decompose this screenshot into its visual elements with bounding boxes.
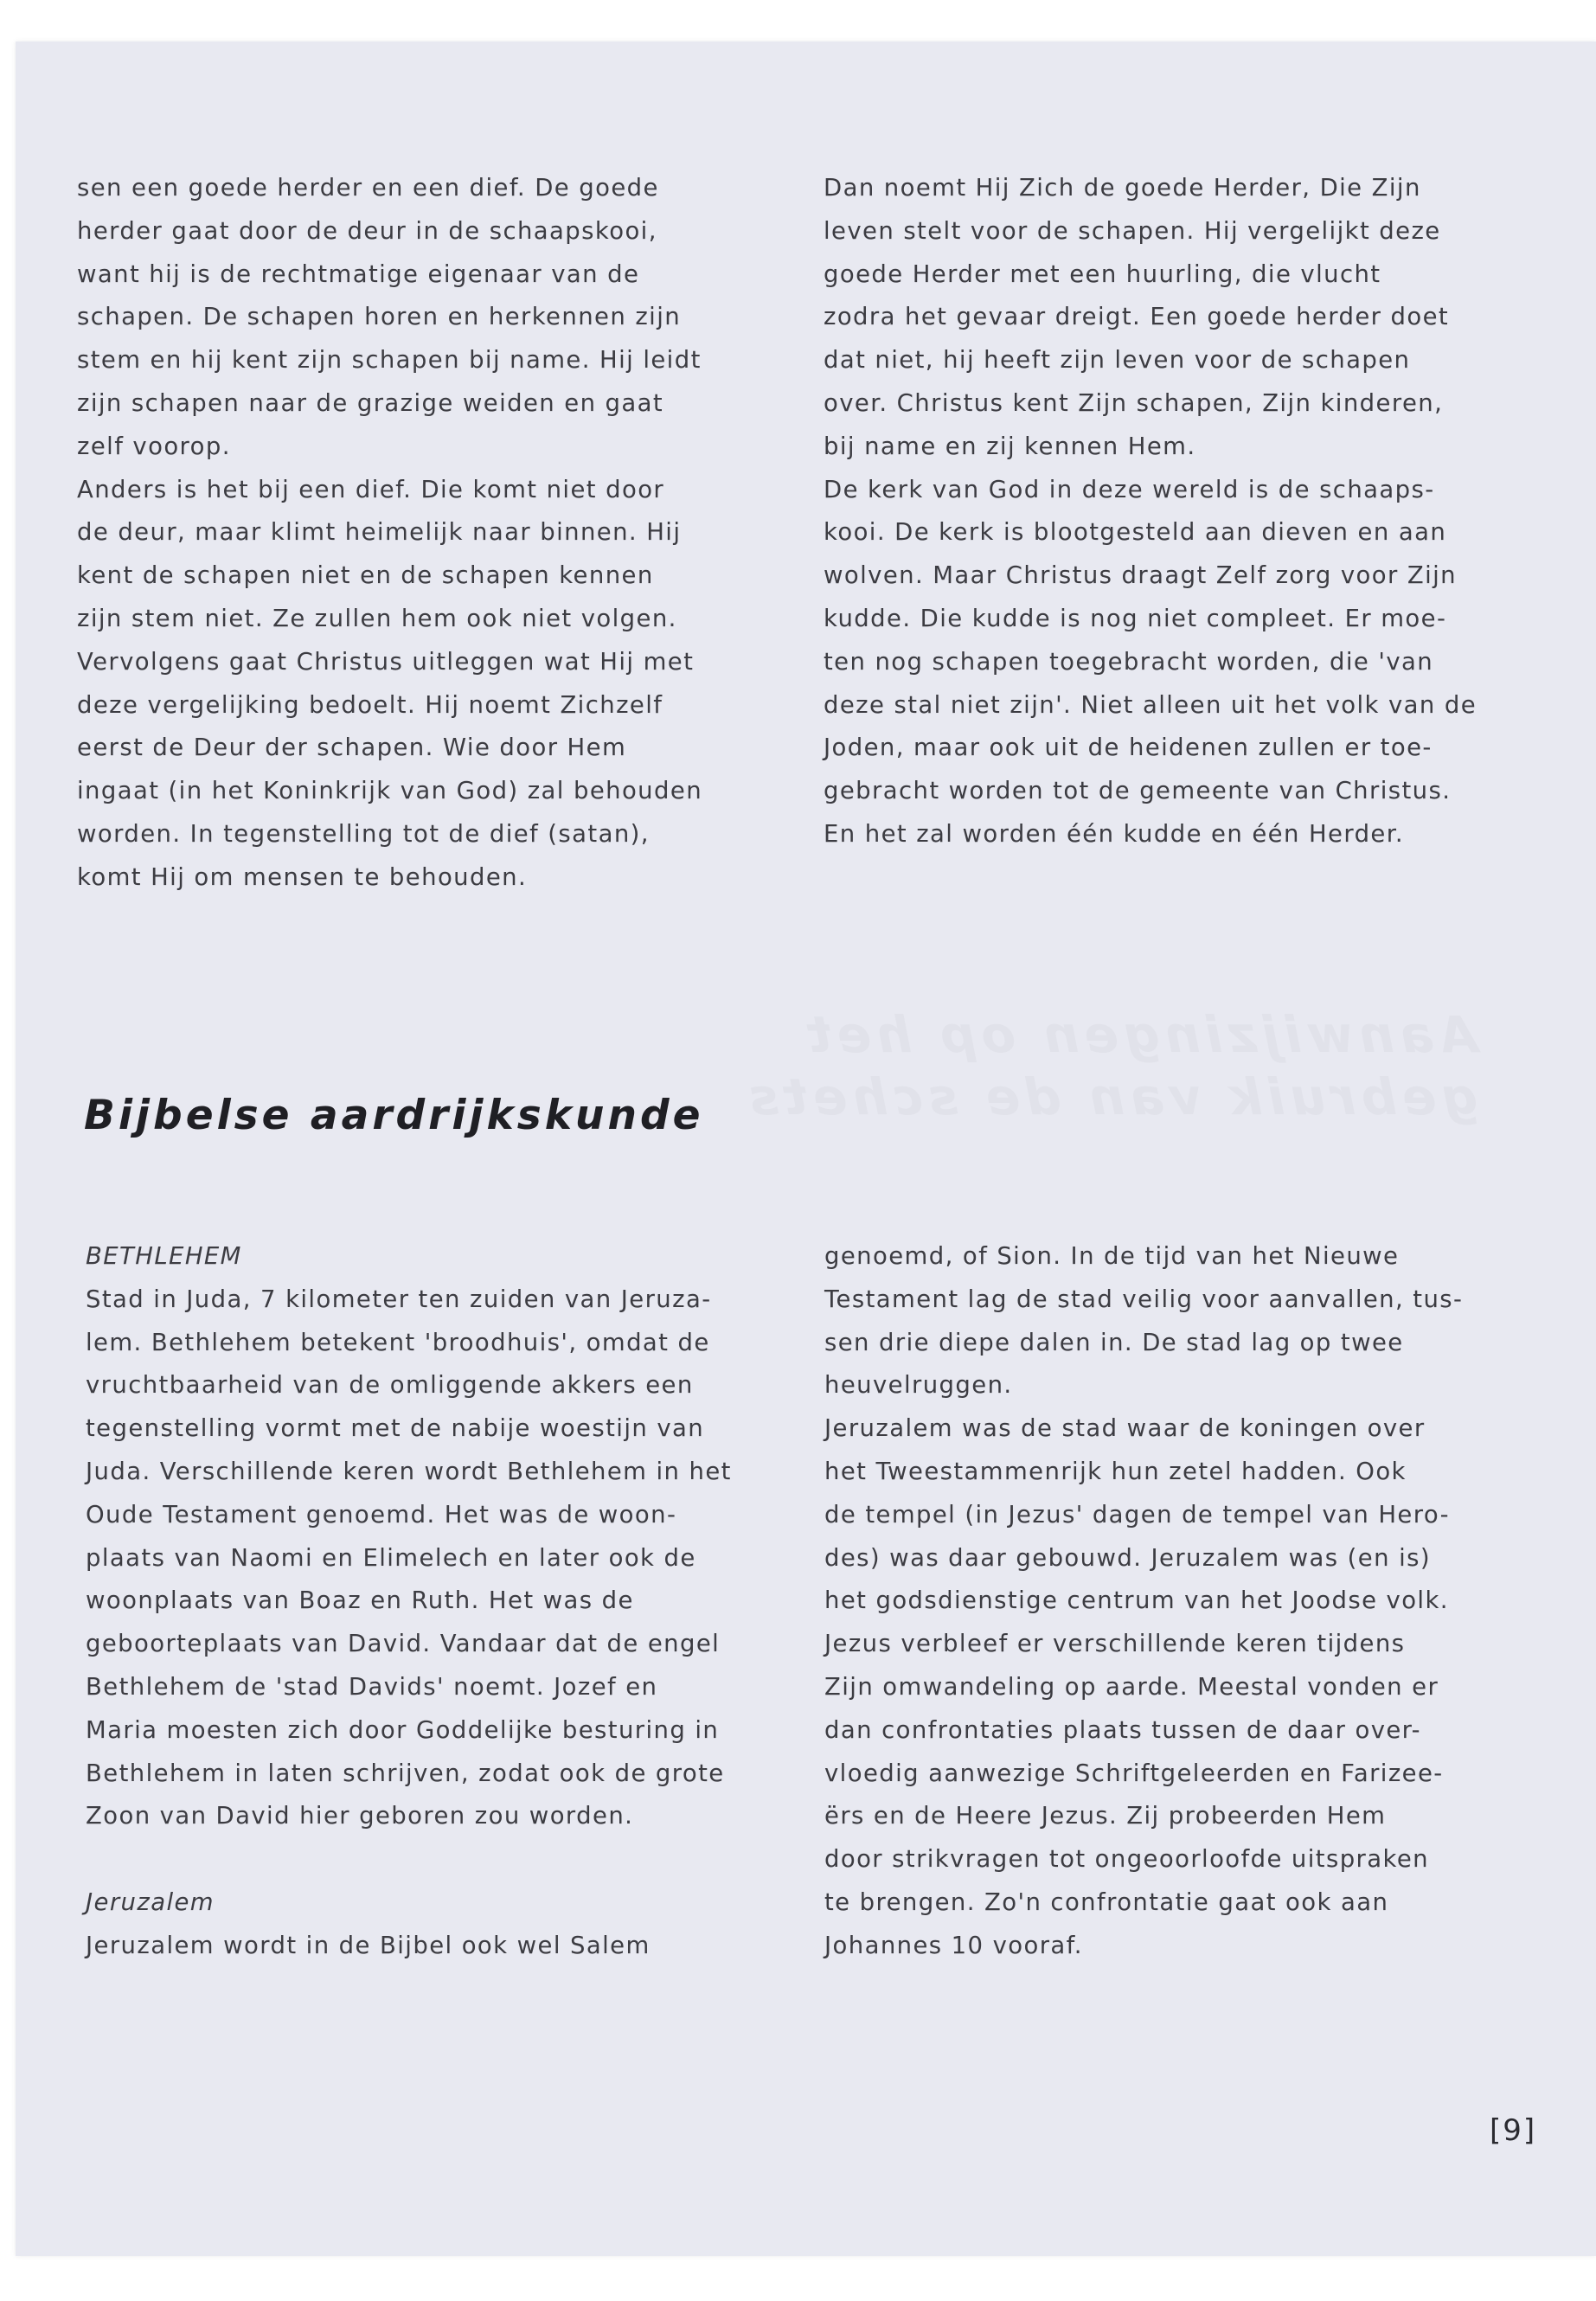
top-left-column: [77, 167, 743, 900]
text-line: Anders is het bij een dief. Die komt niet door: [77, 475, 665, 503]
text-line: Jeruzalem was de stad waar de koningen over: [824, 1414, 1426, 1443]
text-line: gebracht worden tot de gemeente van Christus.: [824, 777, 1452, 805]
text-line: kudde. Die kudde is nog niet compleet. Er moe-: [824, 604, 1447, 632]
text-line: Jeruzalem wordt in de Bijbel ook wel Salem: [86, 1931, 651, 1959]
text-line: En het zal worden één kudde en één Herder.: [824, 819, 1405, 848]
text-line: Jezus verbleef er verschillende keren tijdens: [824, 1630, 1406, 1658]
page-number: [9]: [1490, 2113, 1537, 2148]
text-line: goede Herder met een huurling, die vlucht: [824, 260, 1381, 288]
subheading-bethlehem: BETHLEHEM: [86, 1242, 242, 1270]
text-line: over. Christus kent Zijn schapen, Zijn kinderen,: [824, 388, 1444, 417]
text-line: sen drie diepe dalen in. De stad lag op twee: [824, 1328, 1404, 1356]
text-line: zijn stem niet. Ze zullen hem ook niet volgen.: [77, 604, 677, 632]
text-line: leven stelt voor de schapen. Hij vergelijkt deze: [824, 216, 1441, 245]
text-line: plaats van Naomi en Elimelech en later ook de: [86, 1543, 696, 1572]
text-line: geboorteplaats van David. Vandaar dat de engel: [86, 1630, 721, 1658]
text-line: dan confrontaties plaats tussen de daar over-: [824, 1715, 1421, 1744]
text-line: vloedig aanwezige Schriftgeleerden en Farizee-: [824, 1759, 1444, 1787]
text-line: deze vergelijking bedoelt. Hij noemt Zichzelf: [77, 690, 663, 719]
text-line: want hij is de rechtmatige eigenaar van de: [77, 260, 640, 288]
text-line: zodra het gevaar dreigt. Een goede herder doet: [824, 303, 1450, 331]
text-line: Joden, maar ook uit de heidenen zullen er toe-: [824, 734, 1433, 762]
text-line: De kerk van God in deze wereld is de schaaps-: [824, 475, 1435, 503]
jeruzalem-paragraph: [86, 1925, 752, 1968]
bottom-left-column: [86, 1235, 752, 1968]
text-line: Bethlehem in laten schrijven, zodat ook de grote: [86, 1759, 725, 1787]
top-right-column: [824, 167, 1490, 856]
text-line: heuvelruggen.: [824, 1371, 1013, 1400]
text-line: Johannes 10 vooraf.: [824, 1931, 1083, 1959]
bottom-right-column: [824, 1235, 1490, 1968]
text-line: Vervolgens gaat Christus uitleggen wat Hij met: [77, 647, 695, 676]
text-line: deze stal niet zijn'. Niet alleen uit het volk van de: [824, 690, 1477, 719]
text-line: genoemd, of Sion. In de tijd van het Nieuwe: [824, 1242, 1400, 1270]
subheading-jeruzalem: Jeruzalem: [86, 1888, 215, 1916]
text-line: Maria moesten zich door Goddelijke besturing in: [86, 1715, 720, 1744]
text-line: herder gaat door de deur in de schaapskooi,: [77, 216, 657, 245]
text-line: schapen. De schapen horen en herkennen zijn: [77, 303, 682, 331]
text-line: lem. Bethlehem betekent 'broodhuis', omdat de: [86, 1328, 710, 1356]
text-line: stem en hij kent zijn schapen bij name. Hij leidt: [77, 346, 702, 375]
show-through-text: Aanwijzingen op het gebruik van de schets: [744, 1005, 1478, 1126]
text-line: wolven. Maar Christus draagt Zelf zorg voor Zijn: [824, 561, 1457, 590]
text-line: zijn schapen naar de grazige weiden en gaat: [77, 388, 664, 417]
text-line: het Tweestammenrijk hun zetel hadden. Ook: [824, 1457, 1407, 1485]
text-line: kooi. De kerk is blootgesteld aan dieven en aan: [824, 518, 1447, 547]
text-line: zelf voorop.: [77, 432, 231, 460]
text-line: sen een goede herder en een dief. De goede: [77, 174, 659, 202]
text-line: kent de schapen niet en de schapen kennen: [77, 561, 654, 590]
text-line: de deur, maar klimt heimelijk naar binnen. Hij: [77, 518, 682, 547]
text-line: de tempel (in Jezus' dagen de tempel van Hero-: [824, 1500, 1450, 1529]
text-line: des) was daar gebouwd. Jeruzalem was (en is): [824, 1543, 1431, 1572]
section-heading: Bijbelse aardrijkskunde: [84, 1092, 704, 1139]
bethlehem-paragraph: [86, 1279, 752, 1838]
text-line: Oude Testament genoemd. Het was de woon-: [86, 1500, 677, 1529]
text-line: Zijn omwandeling op aarde. Meestal vonden er: [824, 1672, 1439, 1701]
text-line: Testament lag de stad veilig voor aanvallen, tus-: [824, 1285, 1464, 1313]
text-line: woonplaats van Boaz en Ruth. Het was de: [86, 1586, 634, 1615]
text-line: Dan noemt Hij Zich de goede Herder, Die Zijn: [824, 174, 1421, 202]
text-line: worden. In tegenstelling tot de dief (satan),: [77, 819, 650, 848]
text-line: vruchtbaarheid van de omliggende akkers een: [86, 1371, 694, 1400]
text-line: ingaat (in het Koninkrijk van God) zal behouden: [77, 777, 703, 805]
text-line: Bethlehem de 'stad Davids' noemt. Jozef en: [86, 1672, 658, 1701]
text-line: dat niet, hij heeft zijn leven voor de schapen: [824, 346, 1411, 375]
text-line: eerst de Deur der schapen. Wie door Hem: [77, 734, 627, 762]
text-line: het godsdienstige centrum van het Joodse volk.: [824, 1586, 1449, 1615]
text-line: ërs en de Heere Jezus. Zij probeerden Hem: [824, 1802, 1387, 1830]
text-line: bij name en zij kennen Hem.: [824, 432, 1196, 460]
text-line: door strikvragen tot ongeoorloofde uitspraken: [824, 1845, 1430, 1874]
text-line: Stad in Juda, 7 kilometer ten zuiden van Jeruza-: [86, 1285, 712, 1313]
text-line: tegenstelling vormt met de nabije woestijn van: [86, 1414, 705, 1443]
text-line: komt Hij om mensen te behouden.: [77, 862, 528, 891]
text-line: te brengen. Zo'n confrontatie gaat ook aan: [824, 1888, 1389, 1916]
text-line: Juda. Verschillende keren wordt Bethlehem in het: [86, 1457, 732, 1485]
text-line: Zoon van David hier geboren zou worden.: [86, 1802, 634, 1830]
text-line: ten nog schapen toegebracht worden, die 'van: [824, 647, 1434, 676]
